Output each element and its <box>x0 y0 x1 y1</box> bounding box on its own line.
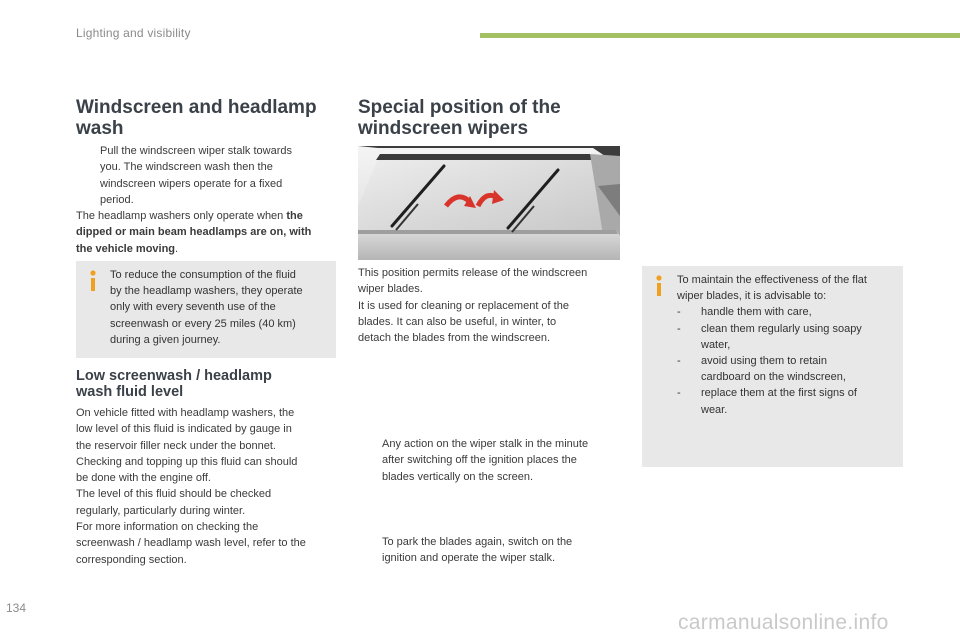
info-icon <box>87 269 99 293</box>
special-position-title: Special position of the windscreen wipers <box>358 97 561 139</box>
fluid-level-text: On vehicle fitted with headlamp washers, the low level of this fluid is indicated by gauge in the reservoir filler neck under the bonnet. Checking and topping up this fluid can should be done with the engine off. The level of this fluid should be checked regularly, particularly during winter. For more information on checking the screenwash / headlamp wash level, refer to the corresponding section. <box>76 407 306 566</box>
care-item: - replace them at the first signs of wear. <box>677 387 857 416</box>
wash-instruction-bullet: Pull the windscreen wiper stalk towards you. The windscreen wash then the windscreen wipers operate for a fixed period. <box>100 145 292 206</box>
windscreen-headlamp-wash-title: Windscreen and headlamp wash <box>76 97 317 139</box>
care-item: - handle them with care, <box>677 306 812 319</box>
section-title: Lighting and visibility <box>76 26 191 40</box>
wiper-blade-care-info-box: To maintain the effectiveness of the flat wiper blades, it is advisable to: - handle them with care, - clean them regularly using soapy water, - avoid using them to retain cardboard on the windscreen, - replace them at the first signs of wear. <box>642 266 903 467</box>
care-item: - avoid using them to retain cardboard on the windscreen, <box>677 355 846 384</box>
info-icon <box>653 274 665 298</box>
fluid-level-subtitle: Low screenwash / headlamp wash fluid level <box>76 368 272 400</box>
watermark: carmanualsonline.info <box>678 611 889 634</box>
wiper-stalk-bullet: Any action on the wiper stalk in the minute after switching off the ignition places the blades vertically on the screen. <box>382 438 589 483</box>
headlamp-washer-note: The headlamp washers only operate when the dipped or main beam headlamps are on, with the vehicle moving. <box>76 210 312 255</box>
section-accent-bar <box>480 33 960 38</box>
care-item: - clean them regularly using soapy water, <box>677 322 862 351</box>
fluid-consumption-info-box: To reduce the consumption of the fluid by the headlamp washers, they operate only with every seventh use of the screenwash or every 25 miles (40 km) during a given journey. <box>76 261 336 358</box>
windscreen-wipers-illustration <box>358 146 620 260</box>
page-number: 134 <box>6 601 27 615</box>
park-blades-bullet: To park the blades again, switch on the ignition and operate the wiper stalk. <box>382 536 573 565</box>
special-position-description: This position permits release of the windscreen wiper blades. It is used for cleaning or replacement of the blades. It can also be useful, in winter, to detach the blades from the windscreen. <box>358 267 588 345</box>
